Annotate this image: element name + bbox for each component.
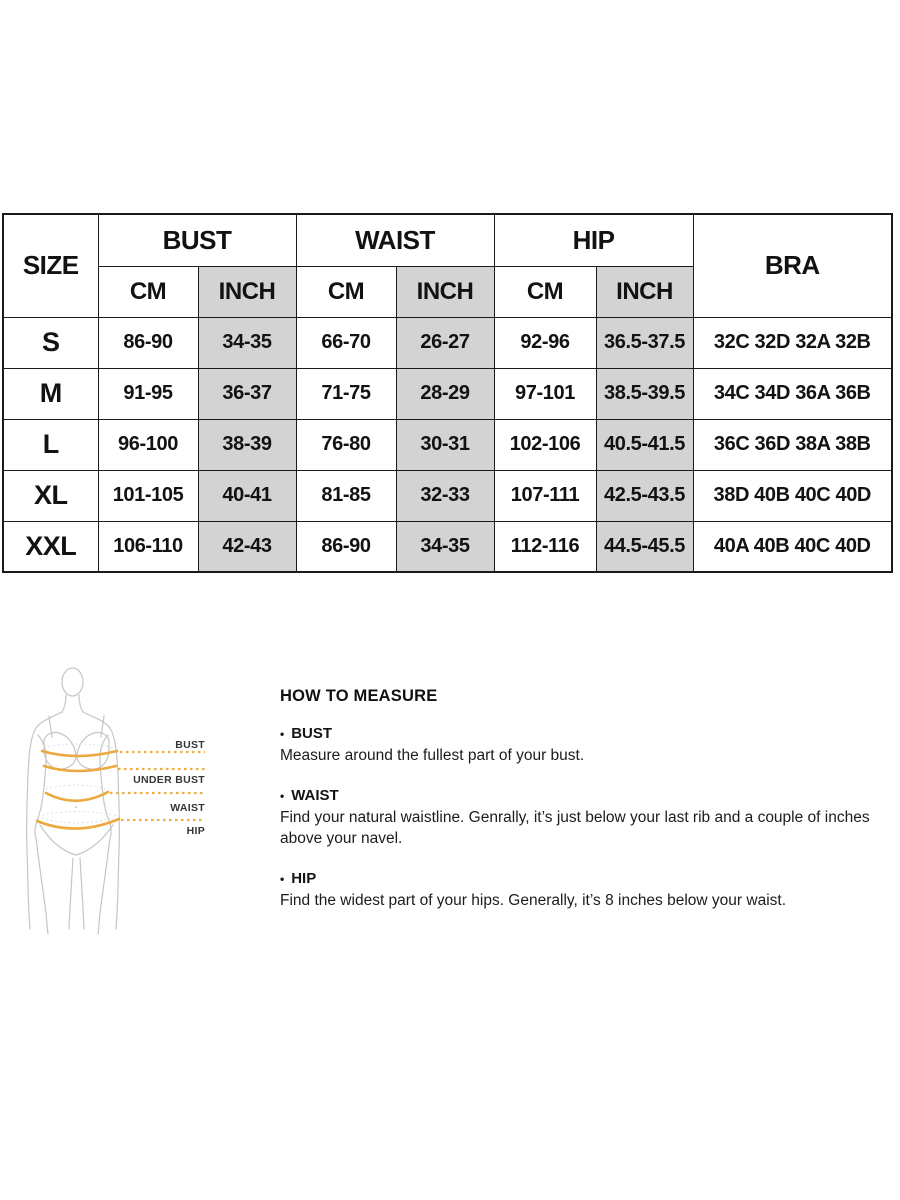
- measure-item-description: Find your natural waistline. Genrally, it’s just below your last rib and a couple of inches above your navel.: [280, 809, 870, 847]
- table-row-s: [3, 317, 892, 368]
- cell-bust-inch: 40-41: [198, 470, 296, 521]
- measure-item-waist: [280, 787, 900, 849]
- header-waist-inch: INCH: [396, 266, 494, 317]
- header-bust-inch: INCH: [198, 266, 296, 317]
- cell-hip-cm: 92-96: [494, 317, 596, 368]
- measure-item-label: [280, 787, 900, 804]
- table-row-xl: [3, 470, 892, 521]
- diagram-label-hip: HIP: [186, 825, 205, 837]
- measure-item-description: Find the widest part of your hips. Generally, it’s 8 inches below your waist.: [280, 892, 786, 909]
- under-bust-line: [44, 766, 116, 771]
- cell-waist-cm: 81-85: [296, 470, 396, 521]
- measure-item-bust: [280, 725, 900, 766]
- cell-hip-inch: 44.5-45.5: [596, 521, 693, 572]
- cell-waist-cm: 71-75: [296, 368, 396, 419]
- cell-bust-cm: 106-110: [98, 521, 198, 572]
- table-row-l: [3, 419, 892, 470]
- table-row-m: [3, 368, 892, 419]
- table-row-xxl: [3, 521, 892, 572]
- cell-waist-cm: 76-80: [296, 419, 396, 470]
- cell-waist-cm: 86-90: [296, 521, 396, 572]
- measure-item-label: [280, 870, 900, 887]
- cell-waist-inch: 28-29: [396, 368, 494, 419]
- cell-bust-cm: 101-105: [98, 470, 198, 521]
- cell-bra: 40A 40B 40C 40D: [693, 521, 892, 572]
- cell-bust-inch: 38-39: [198, 419, 296, 470]
- measure-item-label-text: HIP: [291, 870, 317, 887]
- cell-waist-inch: 32-33: [396, 470, 494, 521]
- bullet-icon: •: [280, 727, 285, 741]
- diagram-label-bust: BUST: [175, 739, 205, 751]
- header-hip: HIP: [494, 214, 693, 266]
- diagram-label-under-bust: UNDER BUST: [133, 774, 205, 786]
- how-to-measure-section: [280, 687, 900, 932]
- cell-hip-cm: 107-111: [494, 470, 596, 521]
- header-bust-cm: CM: [98, 266, 198, 317]
- how-to-measure-title: HOW TO MEASURE: [280, 687, 438, 705]
- cell-bra: 38D 40B 40C 40D: [693, 470, 892, 521]
- cell-waist-cm: 66-70: [296, 317, 396, 368]
- cell-bust-inch: 42-43: [198, 521, 296, 572]
- measurement-diagram: [0, 645, 240, 935]
- header-hip-cm: CM: [494, 266, 596, 317]
- header-size: SIZE: [3, 214, 98, 317]
- cell-hip-cm: 97-101: [494, 368, 596, 419]
- cell-size: XL: [3, 470, 98, 521]
- header-bra: BRA: [693, 214, 892, 317]
- cell-bra: 34C 34D 36A 36B: [693, 368, 892, 419]
- measure-item-label-text: BUST: [291, 725, 333, 742]
- hip-line: [37, 819, 119, 829]
- cell-bust-inch: 36-37: [198, 368, 296, 419]
- header-waist-cm: CM: [296, 266, 396, 317]
- cell-size: XXL: [3, 521, 98, 572]
- cell-bra: 32C 32D 32A 32B: [693, 317, 892, 368]
- cell-bra: 36C 36D 38A 38B: [693, 419, 892, 470]
- measure-item-hip: [280, 870, 900, 911]
- diagram-label-waist: WAIST: [170, 802, 205, 814]
- cell-bust-cm: 86-90: [98, 317, 198, 368]
- measure-item-label: [280, 725, 900, 742]
- bullet-icon: •: [280, 872, 285, 886]
- cell-bust-inch: 34-35: [198, 317, 296, 368]
- header-bust: BUST: [98, 214, 296, 266]
- bust-line: [42, 751, 117, 756]
- cell-hip-inch: 42.5-43.5: [596, 470, 693, 521]
- cell-bust-cm: 91-95: [98, 368, 198, 419]
- cell-hip-inch: 40.5-41.5: [596, 419, 693, 470]
- cell-bust-cm: 96-100: [98, 419, 198, 470]
- diagram-labels: [133, 739, 205, 837]
- header-hip-inch: INCH: [596, 266, 693, 317]
- cell-hip-cm: 112-116: [494, 521, 596, 572]
- measure-item-description: Measure around the fullest part of your bust.: [280, 747, 585, 764]
- cell-size: M: [3, 368, 98, 419]
- size-chart-table: [2, 213, 893, 573]
- waist-line: [46, 792, 108, 801]
- header-waist: WAIST: [296, 214, 494, 266]
- cell-hip-cm: 102-106: [494, 419, 596, 470]
- bullet-icon: •: [280, 789, 285, 803]
- cell-hip-inch: 38.5-39.5: [596, 368, 693, 419]
- measure-item-label-text: WAIST: [291, 787, 339, 804]
- cell-waist-inch: 30-31: [396, 419, 494, 470]
- cell-size: L: [3, 419, 98, 470]
- measurement-lines: [37, 751, 205, 829]
- cell-waist-inch: 26-27: [396, 317, 494, 368]
- cell-size: S: [3, 317, 98, 368]
- table-header-group-row: [3, 214, 892, 266]
- cell-waist-inch: 34-35: [396, 521, 494, 572]
- cell-hip-inch: 36.5-37.5: [596, 317, 693, 368]
